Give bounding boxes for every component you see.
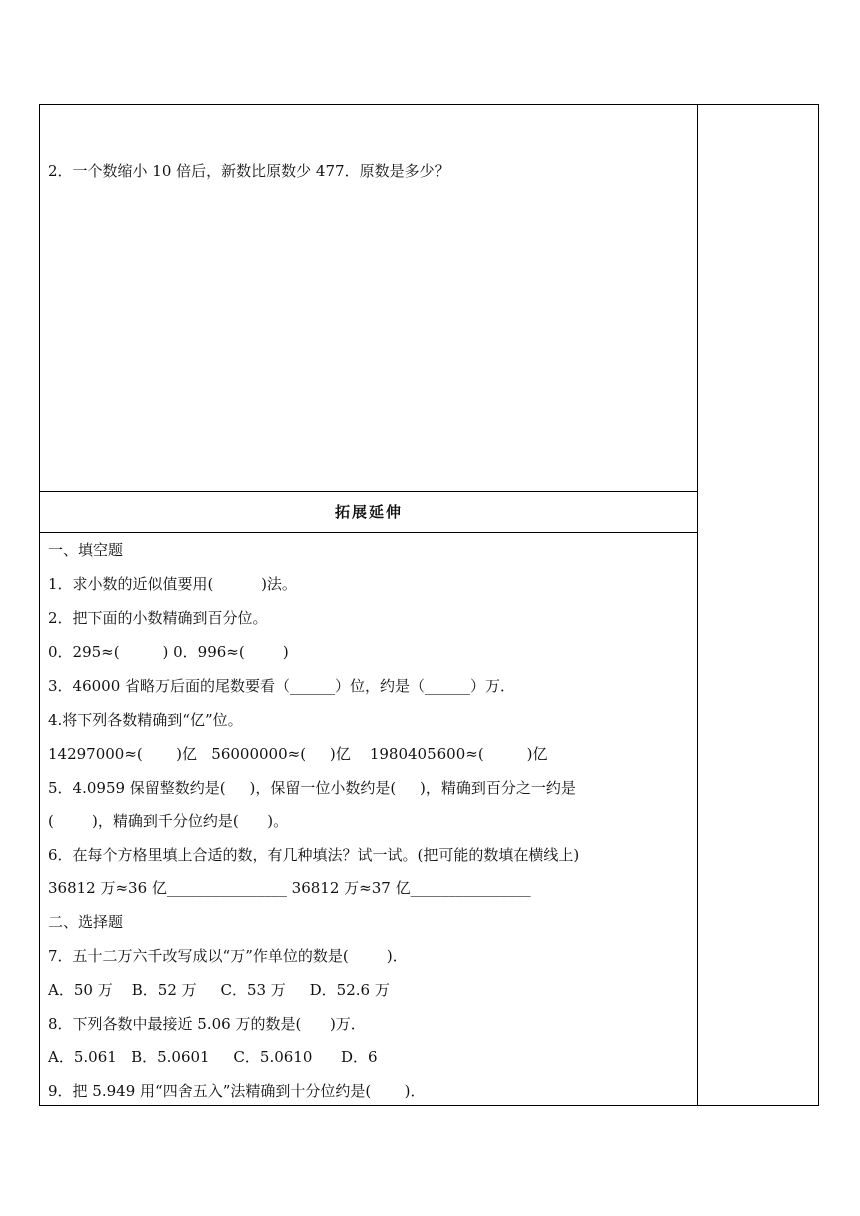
worksheet-table bbox=[39, 104, 819, 1106]
question-8: 8．下列各数中最接近 5.06 万的数是( )万． bbox=[48, 1015, 366, 1033]
heading-fill-in: 一、填空题 bbox=[48, 541, 124, 559]
question-9: 9．把 5.949 用“四舍五入”法精确到十分位约是( )． bbox=[48, 1082, 426, 1100]
question-4-items: 14297000≈( )亿 56000000≈( )亿 1980405600≈( )亿 bbox=[48, 745, 548, 763]
question-4: 4.将下列各数精确到“亿”位。 bbox=[48, 711, 243, 729]
question-2b: 2．把下面的小数精确到百分位。 bbox=[48, 609, 268, 627]
question-7: 7．五十二万六千改写成以“万”作单位的数是( )． bbox=[48, 947, 408, 965]
right-column-divider bbox=[697, 105, 698, 1105]
question-1: 1．求小数的近似值要用( )法。 bbox=[48, 575, 297, 593]
question-2-text: 2．一个数缩小 10 倍后，新数比原数少 477．原数是多少？ bbox=[48, 162, 450, 180]
question-5-cont: ( )，精确到千分位约是( )。 bbox=[48, 812, 289, 830]
question-2b-items: 0．295≈( ) 0．996≈( ) bbox=[48, 643, 289, 661]
row-divider-bottom bbox=[40, 532, 698, 533]
question-6: 6．在每个方格里填上合适的数，有几种填法？试一试。(把可能的数填在横线上) bbox=[48, 846, 580, 864]
question-6-items: 36812 万≈36 亿________________ 36812 万≈37 亿________________ bbox=[48, 879, 531, 897]
heading-choice: 二、选择题 bbox=[48, 913, 124, 931]
question-7-options: A．50 万 B．52 万 C．53 万 D．52.6 万 bbox=[48, 981, 390, 999]
section-title: 拓展延伸 bbox=[334, 503, 403, 521]
question-5: 5．4.0959 保留整数约是( )，保留一位小数约是( )，精确到百分之一约是 bbox=[48, 779, 576, 797]
question-8-options: A．5.061 B．5.0601 C．5.0610 D．6 bbox=[48, 1048, 378, 1066]
question-3: 3．46000 省略万后面的尾数要看（______）位，约是（______）万． bbox=[48, 677, 516, 695]
